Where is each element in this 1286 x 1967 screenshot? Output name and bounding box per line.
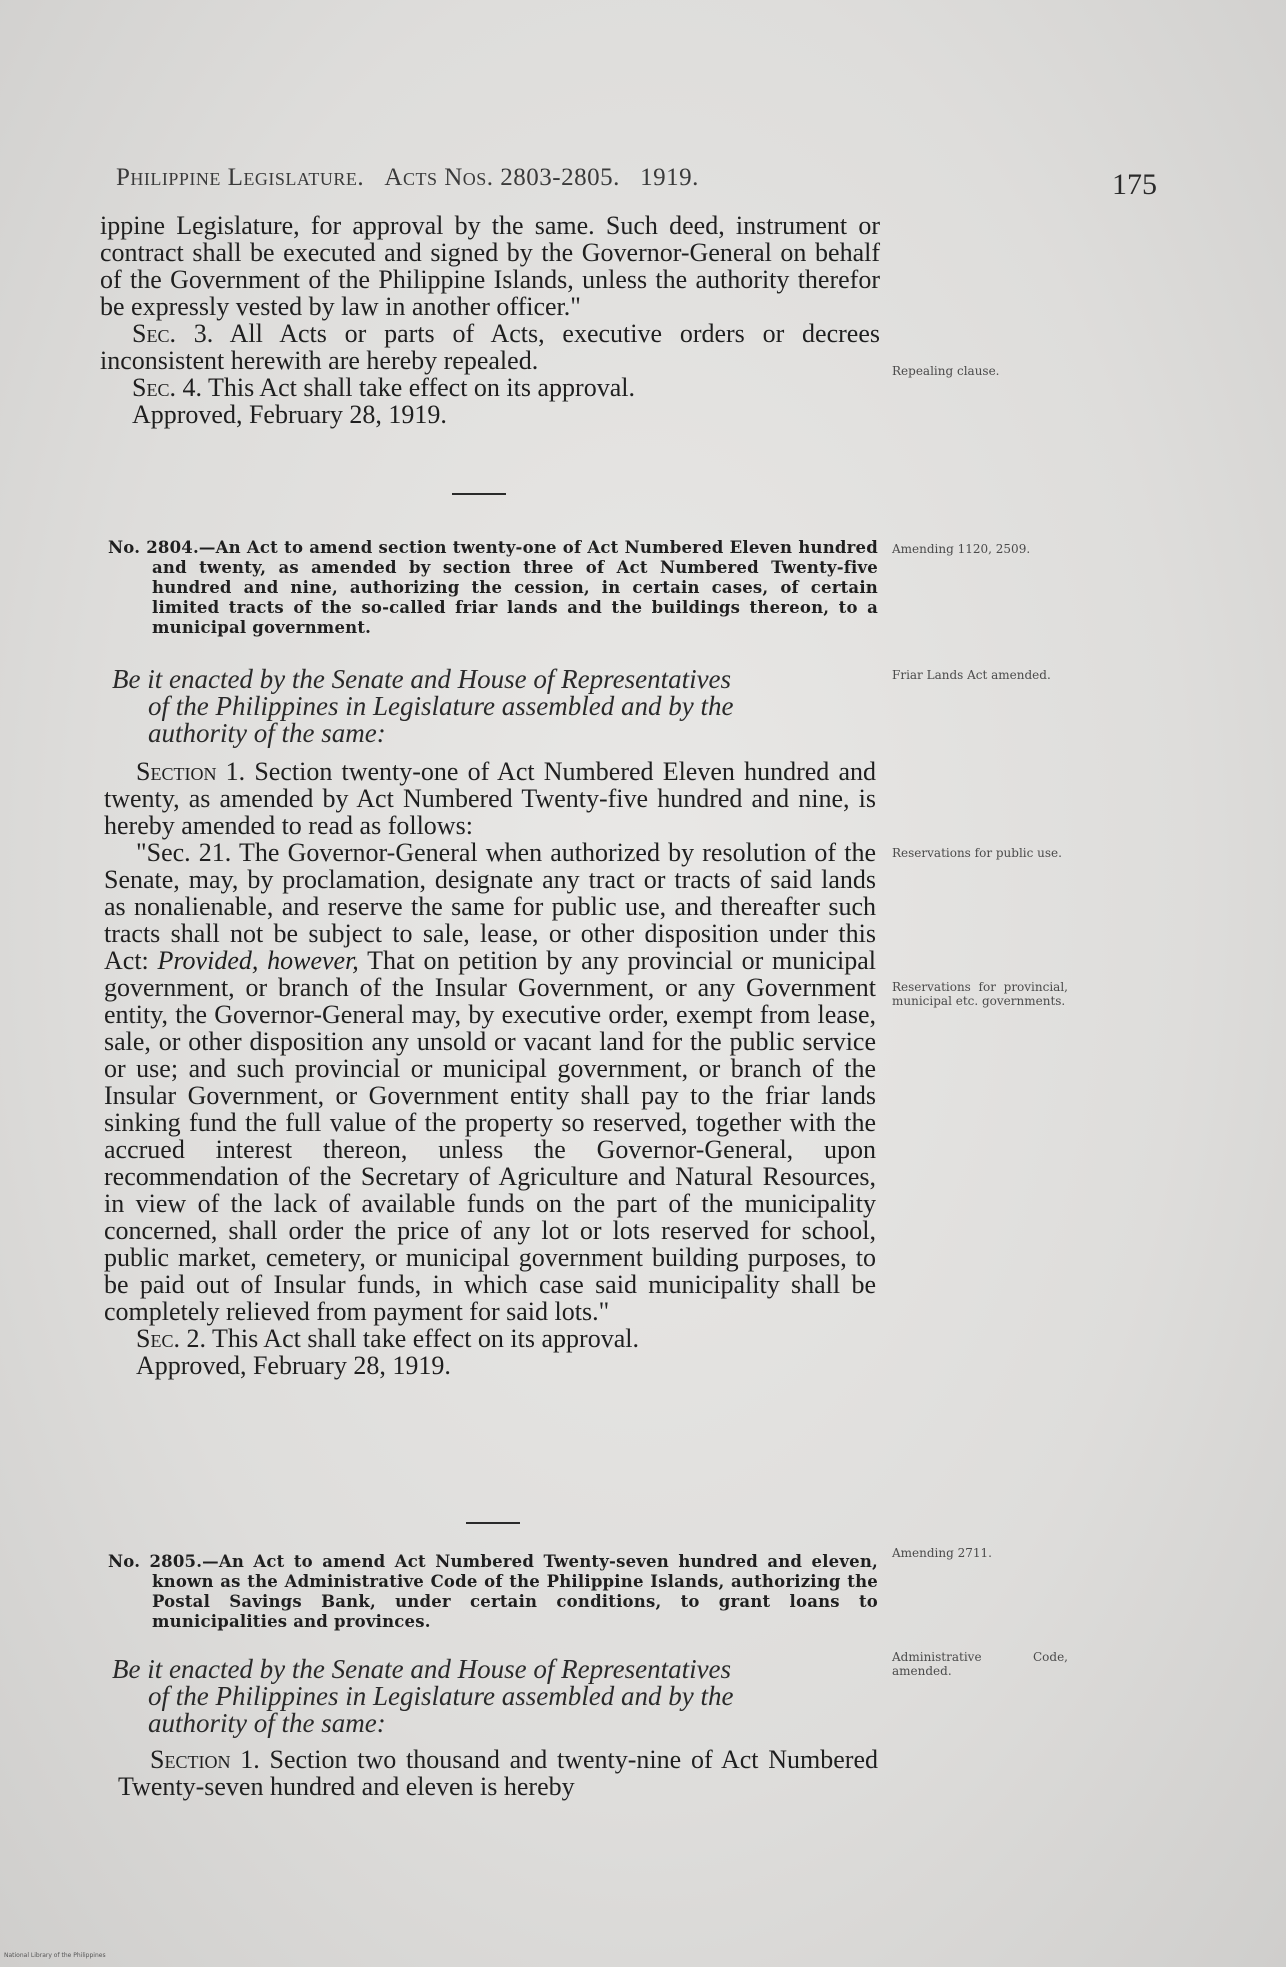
enact-line-1: Be it enacted by the Senate and House of Representatives [112,1654,732,1684]
enact-line-2: of the Philippines in Legislature assembled and by the [148,1681,734,1711]
act-2805-enacting-clause [112,1656,872,1737]
act-2803-continuation: ippine Legislature, for approval by the same. Such deed, instrument or contract shall be executed and signed by the Governor-General on behalf of the Government of the Philippine Islands, unless the authority therefor be expressly vested by law in another officer." [100,211,880,321]
act-2805-title-text: No. 2805.—An Act to amend Act Numbered Twenty-seven hundred and eleven, known as the Administrative Code of the Philippine Islands, authorizing the Postal Savings Bank, under certain conditions, to grant loans to municipalities and provinces. [108,1552,878,1631]
enact-line-3: authority of the same: [148,718,386,748]
margin-note-amending-1120: Amending 1120, 2509. [892,542,1031,556]
margin-note-reservations-public: Reservations for public use. [892,846,1062,860]
act-2803-sec3 [100,320,880,374]
acts-range: Acts Nos. 2803-2805. [384,164,620,191]
act-2804-body [104,758,876,1379]
sec1-text: Section twenty-one of Act Numbered Eleven hundred and twenty, as amended by Act Numbered Twenty-five hundred and nine, is hereby amended to read as follows: [104,757,877,840]
act-2804-approved: Approved, February 28, 1919. [136,1351,451,1380]
sec21-proviso: Provided, however, [157,946,359,975]
enact-line-3: authority of the same: [148,1708,386,1738]
sec4-text: This Act shall take effect on its approval. [201,373,635,402]
sec3-text: All Acts or parts of Acts, executive orders or decrees inconsistent herewith are hereby repealed. [100,319,880,375]
scan-footer: National Library of the Philippines [4,1952,106,1959]
margin-note-admin-code: Administrative Code, amended. [892,1650,1068,1678]
margin-note-friar-lands: Friar Lands Act amended. [892,668,1051,682]
section-divider-1 [452,493,506,495]
sec1-label: Section 1. [136,757,246,786]
section-divider-2 [466,1522,520,1524]
header-year: 1919. [640,164,699,191]
sec3-label: Sec. 3. [132,319,214,348]
sec2-text: This Act shall take effect on its approval. [205,1324,639,1353]
margin-note-amending-2711: Amending 2711. [892,1546,992,1560]
act-2803-approved: Approved, February 28, 1919. [132,400,447,429]
sec21-text-a: "Sec. 21. The Governor-General when authorized by resolution of the Senate, may, by proclamation, designate any tract or tracts of said lands as nonalienable, and reserve the same for public use, and thereafter such tracts shall not be subject to sale, lease, or other disposition under this Act: [104,838,876,975]
act-2804-sec21 [104,839,876,1325]
act-2805-title [108,1552,878,1632]
act-2803-sec4 [100,374,880,401]
sec2-label: Sec. 2. [136,1324,206,1353]
sec1-text: Section two thousand and twenty-nine of Act Numbered Twenty-seven hundred and eleven is hereby [118,1745,878,1801]
margin-note-repealing: Repealing clause. [892,364,1000,378]
act-2804-sec2 [104,1325,876,1352]
page-number: 175 [1112,168,1157,201]
sec4-label: Sec. 4. [132,373,202,402]
enact-line-2: of the Philippines in Legislature assembled and by the [148,691,734,721]
sec21-text-b: That on petition by any provincial or municipal government, or branch of the Insular Government, or any Government entity, the Governor-General may, by executive order, exempt from lease, sale, or other disposition any unsold or vacant land for the public service or use; and such provincial or municipal government, or branch of the Insular Government, or Government entity shall pay to the friar lands sinking fund the full value of the property so reserved, together with the accrued interest thereon, unless the Governor-General, upon recommendation of the Secretary of Agriculture and Natural Resources, in view of the lack of available funds on the part of the municipality concerned, shall order the price of any lot or lots reserved for school, public market, cemetery, or municipal government building purposes, to be paid out of Insular funds, in which case said municipality shall be completely relieved from payment for said lots." [104,946,876,1326]
running-header [116,164,856,192]
enact-line-1: Be it enacted by the Senate and House of Representatives [112,664,732,694]
margin-note-reservations-provincial: Reservations for provincial, municipal etc. governments. [892,980,1068,1008]
act-2804-enacting-clause [112,666,872,747]
act-2804-sec1 [104,758,876,839]
running-title: Philippine Legislature. [116,164,365,191]
act-2805-sec1 [118,1746,878,1800]
act-2804-title-text: No. 2804.—An Act to amend section twenty-one of Act Numbered Eleven hundred and twenty, as amended by section three of Act Numbered Twenty-five hundred and nine, authorizing the cession, in certain cases, of certain limited tracts of the so-called friar lands and the buildings thereon, to a municipal government. [108,538,878,637]
act-2804-title [108,538,878,638]
act-2805-body [118,1746,878,1800]
act-2803-end [100,212,880,428]
sec1-label: Section 1. [150,1745,260,1774]
